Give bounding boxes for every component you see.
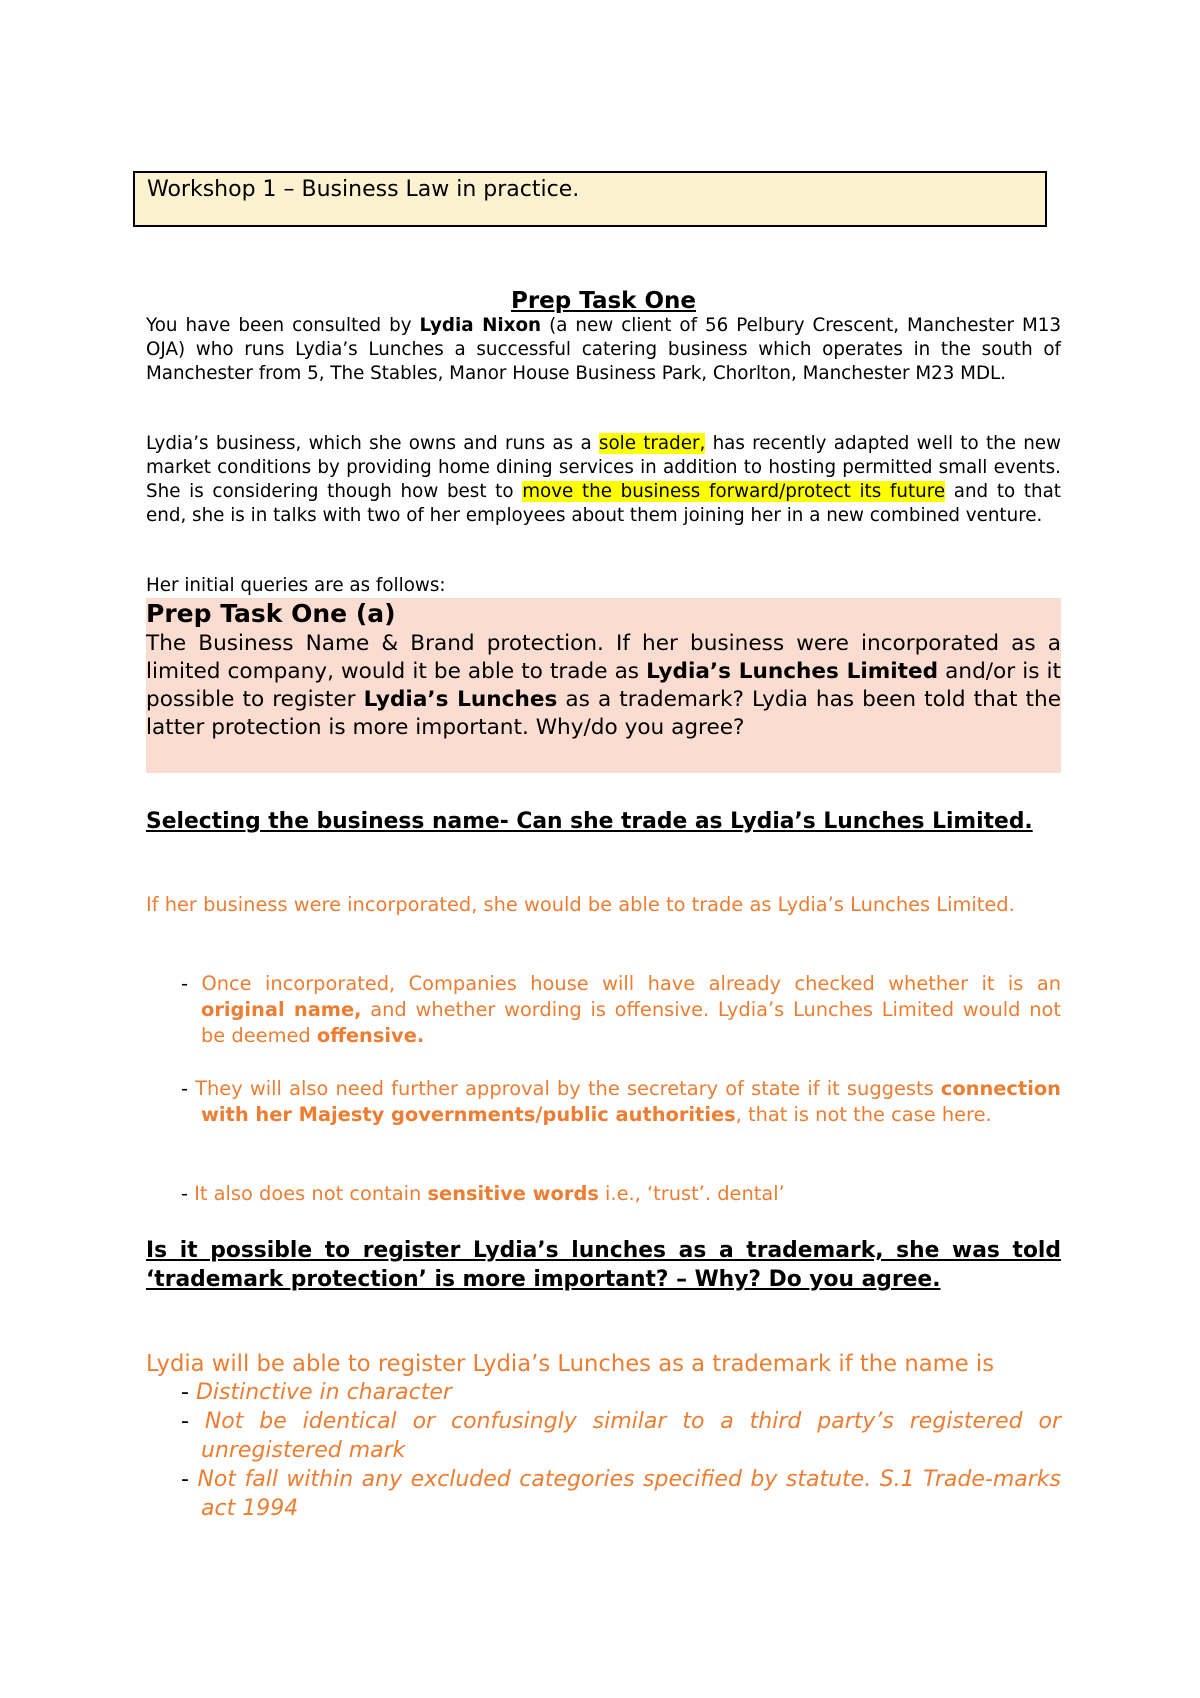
- client-name: Lydia Nixon: [419, 315, 542, 336]
- business-paragraph: Lydia’s business, which she owns and runs as a sole trader, has recently adapted well to the new market conditions by providing home dining services in addition to hosting permitted small events. She is considering though how best to move the business forward/protect its future and to that end, she is in talks with two of her employees about them joining her in a new combined venture.: [146, 433, 1062, 526]
- task-question: The Business Name & Brand protection. If her business were incorporated as a limited company, would it be able to trade as Lydia’s Lunches Limited and/or is it possible to register Lydia’s Lunches as a trademark? Lydia has been told that the latter protection is more important. Why/do you agree?: [146, 631, 1061, 740]
- workshop-title-box: [133, 171, 1047, 227]
- trademark-bullet: - Distinctive in character: [181, 1380, 452, 1405]
- prep-task-heading: Prep Task One: [510, 288, 697, 314]
- trademark-bullet: - Not be identical or confusingly similar to a third party’s registered or unregistered mark: [181, 1409, 1061, 1463]
- answer-paragraph: If her business were incorporated, she would be able to trade as Lydia’s Lunches Limited.: [146, 893, 1015, 916]
- business-name-heading: Selecting the business name- Can she trade as Lydia’s Lunches Limited.: [146, 809, 1033, 834]
- intro-paragraph: You have been consulted by Lydia Nixon (a new client of 56 Pelbury Crescent, Manchester M13 OJA) who runs Lydia’s Lunches a successful catering business which operates in the south of Manchester from 5, The Stables, Manor House Business Park, Chorlton, Manchester M23 MDL.: [146, 315, 1062, 384]
- answer-bullet-secretary-of-state: - They will also need further approval by the secretary of state if it suggests connection with her Majesty governments/public authorities, that is not the case here.: [181, 1077, 1061, 1126]
- trademark-heading: Is it possible to register Lydia’s lunches as a trademark, she was told ‘trademark protection’ is more important? – Why? Do you agree.: [146, 1238, 1061, 1292]
- answer-bullet-sensitive-words: - It also does not contain sensitive words i.e., ‘trust’. dental’: [181, 1182, 785, 1205]
- answer-bullet-original-name: - Once incorporated, Companies house will have already checked whether it is an original name, and whether wording is offensive. Lydia’s Lunches Limited would not be deemed offensive.: [181, 972, 1061, 1047]
- highlight-sole-trader: sole trader,: [598, 433, 706, 454]
- task-title: Prep Task One (a): [146, 599, 396, 628]
- trademark-bullet: - Not fall within any excluded categories specified by statute. S.1 Trade-marks act 1994: [181, 1467, 1061, 1521]
- task-box: [146, 598, 1061, 773]
- highlight-move-forward: move the business forward/protect its future: [522, 481, 946, 502]
- workshop-title: Workshop 1 – Business Law in practice.: [147, 177, 580, 202]
- queries-intro: Her initial queries are as follows:: [146, 575, 446, 596]
- trademark-intro: Lydia will be able to register Lydia’s Lunches as a trademark if the name is: [146, 1351, 995, 1377]
